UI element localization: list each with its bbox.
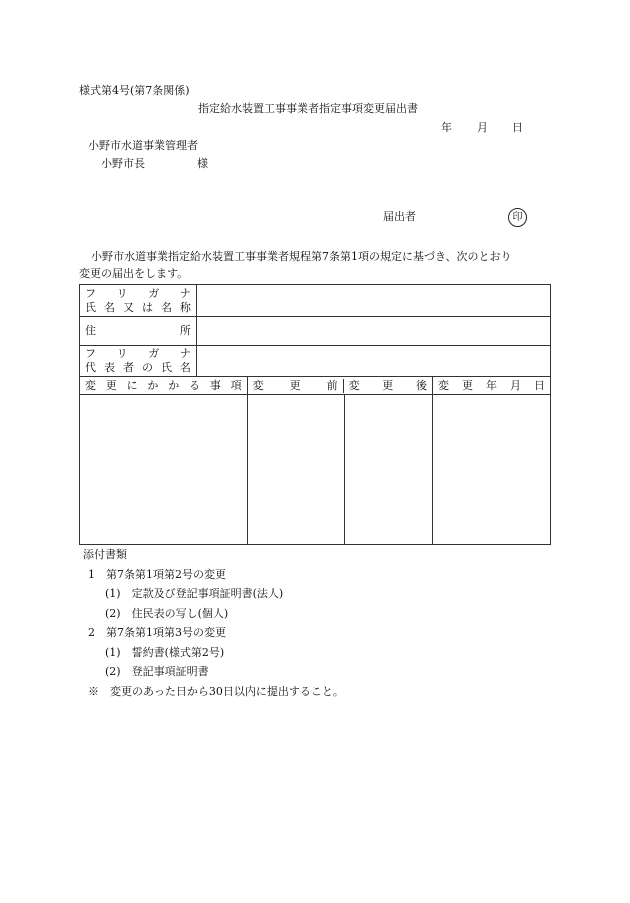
before-value-cell[interactable] <box>248 395 345 544</box>
intro-paragraph <box>79 248 553 282</box>
item-value-cell[interactable] <box>80 395 248 545</box>
name-value-cell[interactable] <box>196 285 550 317</box>
applicant-label: 届出者 <box>383 210 416 223</box>
date-year-label: 年 <box>441 121 452 134</box>
attachment-item-1: 1 第7条第1項第2号の変更 <box>88 567 226 581</box>
address-label: 住 所 <box>85 324 191 337</box>
name-label: 氏 名 又 は 名 称 <box>85 300 191 314</box>
col-header-item: 変 更 に か か る 事 項 <box>80 377 248 395</box>
attachment-item-2-2: (2) 登記事項証明書 <box>105 665 209 678</box>
recipient-honorific: 様 <box>197 157 208 170</box>
change-form-table <box>79 284 551 545</box>
attachment-item-1-1: (1) 定款及び登記事項証明書(法人) <box>105 587 284 600</box>
after-value-cell[interactable] <box>345 395 432 544</box>
recipient-line-1: 小野市水道事業管理者 <box>88 139 198 152</box>
representative-label: 代 表 者 の 氏 名 <box>85 361 191 374</box>
attachment-item-1-2: (2) 住民表の写し(個人) <box>105 606 229 620</box>
recipient-line-2: 小野市長 <box>101 157 145 170</box>
seal-mark: 印 <box>508 208 527 227</box>
name-label-cell <box>80 285 197 317</box>
date-day-label: 日 <box>512 121 523 134</box>
before-after-value-cells <box>247 395 432 545</box>
attachment-item-2-1: (1) 誓約書(様式第2号) <box>105 645 225 659</box>
furigana-label-2: フ リ ガ ナ <box>85 347 191 360</box>
address-label-cell <box>80 317 197 346</box>
date-value-cell[interactable] <box>432 395 550 545</box>
col-header-before: 変 更 前 変 更 後 <box>247 377 432 395</box>
representative-value-cell[interactable] <box>196 346 550 377</box>
form-number: 様式第4号(第7条関係) <box>79 84 190 97</box>
document-title: 指定給水装置工事事業者指定事項変更届出書 <box>198 102 418 115</box>
attachments-heading: 添付書類 <box>83 548 127 561</box>
attachments-section <box>80 545 344 701</box>
submission-note: ※ 変更のあった日から30日以内に提出すること。 <box>88 684 344 698</box>
date-month-label: 月 <box>477 121 488 134</box>
col-header-after: 変 更 後 <box>348 378 427 392</box>
intro-line-2: 変更の届出をします。 <box>79 267 189 280</box>
intro-line-1: 小野市水道事業指定給水装置工事事業者規程第7条第1項の規定に基づき、次のとおり <box>91 250 512 263</box>
furigana-label-1: フ リ ガ ナ <box>85 286 191 300</box>
address-value-cell[interactable] <box>196 317 550 346</box>
col-header-date: 変 更 年 月 日 <box>432 377 550 395</box>
attachment-item-2: 2 第7条第1項第3号の変更 <box>88 626 226 639</box>
representative-label-cell <box>80 346 197 377</box>
